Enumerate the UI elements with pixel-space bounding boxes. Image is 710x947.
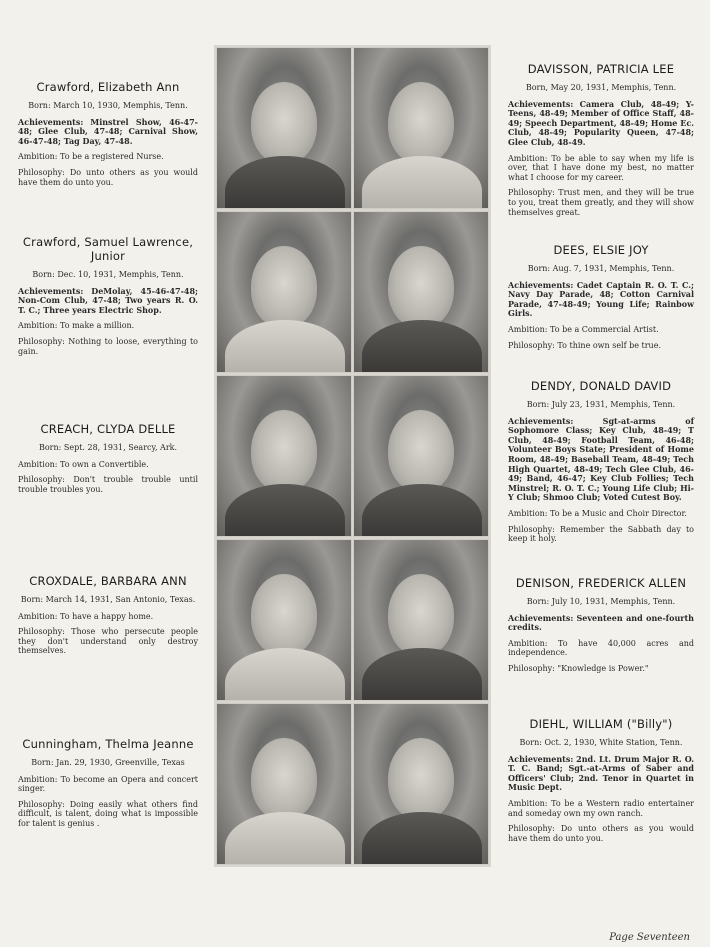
achievements-label: Achievements: [508,415,574,426]
student-philosophy: Philosophy: Those who persecute people they don't understand only destroy themselves. [18,627,198,656]
student-philosophy: Philosophy: Remember the Sabbath day to keep it holy. [508,524,694,544]
student-name: CREACH, CLYDA DELLE [40,422,176,436]
portrait-diehl-william [353,703,489,865]
student-entry [508,62,694,223]
achievements-text: Camera Club, 48-49; Y-Teens, 48-49; Member of Office Staff, 48-49; Speech Department, 48-49; Home Ec. Club, 48-49; Popularity Queen, 47-48; Glee Club, 48-49. [508,98,694,147]
portrait-creach-clyda [216,375,352,537]
student-ambition: Ambition: To be a Music and Choir Director. [508,508,687,518]
student-philosophy: Philosophy: Do unto others as you would have them do unto you. [508,824,694,843]
student-entry [18,80,198,193]
achievements-label: Achievements: [508,753,574,764]
student-name: Crawford, Samuel Lawrence, Junior [22,235,194,263]
page-number: Page Seventeen [609,932,690,943]
student-name: Crawford, Elizabeth Ann [36,80,180,94]
student-born: Born: Aug. 7, 1931, Memphis, Tenn. [527,264,675,273]
student-name: DAVISSON, PATRICIA LEE [527,62,675,76]
student-achievements [508,755,694,793]
student-ambition: Ambition: To become an Opera and concert singer. [18,774,198,794]
student-achievements [18,118,198,147]
student-achievements [508,417,694,503]
student-entry [18,422,198,500]
achievements-label: Achievements: [508,279,574,290]
student-achievements [508,100,694,148]
achievements-label: Achievements: [18,116,84,127]
student-born: Born: March 10, 1930, Memphis, Tenn. [28,101,188,110]
student-ambition: Ambition: To have 40,000 acres and independence. [508,638,694,658]
student-entry [18,574,198,662]
achievements-label: Achievements: [18,285,84,296]
student-entry [508,379,694,550]
achievements-text: Cadet Captain R. O. T. C.; Navy Day Parade, 48; Cotton Carnival Parade, 47-48-49; Young Life; Rainbow Girls. [508,279,695,319]
student-entry [508,717,694,849]
portrait-crawford-elizabeth [216,47,352,209]
achievements-text: Seventeen and one-fourth credits. [508,612,694,633]
student-born: Born: July 10, 1931, Memphis, Tenn. [526,597,676,606]
student-philosophy: Philosophy: Doing easily what others find difficult, is talent, doing what is impossible for talent is genius . [18,799,198,828]
portrait-dendy-donald [353,375,489,537]
student-name: CROXDALE, BARBARA ANN [29,574,187,588]
student-philosophy: Philosophy: Nothing to loose, everything to gain. [18,336,198,356]
achievements-text: Sgt-at-arms of Sophomore Class; Key Club, 48-49; T Club, 48-49; Football Team, 46-48; Volunteer Boys State; President of Home Room, 48-49; Baseball Team, 48-49; Tech High Quartet, 48-49; Tech Glee Club, 46-49; Band, 46-47; Key Club Follies; Tech Minstrel; R. O. T. C.; Young Life Club; Hi-Y Club; Shmoo Club; Voted Cutest Boy. [508,415,695,503]
student-philosophy: Philosophy: Trust men, and they will be true to you, treat them greatly, and they will show themselves great. [508,188,694,217]
student-born: Born: Oct. 2, 1930, White Station, Tenn. [519,738,683,747]
student-philosophy: Philosophy: "Knowledge is Power." [508,663,649,673]
portrait-denison-frederick [353,539,489,701]
student-born: Born, May 20, 1931, Memphis, Tenn. [525,83,677,92]
student-name: Cunningham, Thelma Jeanne [22,737,194,751]
student-ambition: Ambition: To have a happy home. [18,611,154,621]
portrait-cunningham-thelma [216,703,352,865]
student-philosophy: Philosophy: To thine own self be true. [508,340,661,350]
student-ambition: Ambition: To be a Western radio entertainer and someday own my own ranch. [508,798,694,818]
student-name: DIEHL, WILLIAM ("Billy") [529,717,673,731]
portrait-grid [214,45,491,867]
portrait-crawford-samuel [216,211,352,373]
student-born: Born: March 14, 1931, San Antonio, Texas. [20,595,196,604]
student-ambition: Ambition: To own a Convertible. [18,459,149,469]
portrait-davisson-patricia [353,47,489,209]
student-born: Born: Jan. 29, 1930, Greenville, Texas [31,758,185,767]
achievements-text: 2nd. Lt. Drum Major R. O. T. C. Band; Sgt.-at-Arms of Saber and Officers' Club; 2nd. Tenor in Quartet in Music Dept. [508,753,695,793]
student-entry [508,576,694,680]
portrait-dees-elsie [353,211,489,373]
student-entry [18,235,198,362]
student-born: Born: Sept. 28, 1931, Searcy, Ark. [38,443,178,452]
student-ambition: Ambition: To be a registered Nurse. [18,152,164,162]
student-philosophy: Philosophy: Don't trouble trouble until trouble troubles you. [18,475,198,494]
student-ambition: Ambition: To be able to say when my life is over, that I have done my best, no matter what I choose for my career. [508,153,694,182]
student-name: DEES, ELSIE JOY [553,243,649,257]
student-born: Born: Dec. 10, 1931, Memphis, Tenn. [32,270,184,279]
student-achievements [508,281,694,319]
student-achievements [18,287,198,316]
student-ambition: Ambition: To be a Commercial Artist. [508,324,659,334]
student-born: Born: July 23, 1931, Memphis, Tenn. [526,400,676,409]
achievements-label: Achievements: [508,98,574,109]
achievements-label: Achievements: [508,612,574,623]
student-name: DENDY, DONALD DAVID [530,379,672,393]
student-ambition: Ambition: To make a million. [18,321,135,331]
achievements-text: DeMolay, 45-46-47-48; Non-Com Club, 47-48; Two years R. O. T. C.; Three years Electric Shop. [18,285,198,315]
student-name: DENISON, FREDERICK ALLEN [515,576,687,590]
student-achievements [508,614,694,633]
student-entry [508,243,694,356]
portrait-croxdale-barbara [216,539,352,701]
achievements-text: Minstrel Show, 46-47-48; Glee Club, 47-48; Carnival Show, 46-47-48; Tag Day, 47-48. [18,116,199,146]
student-philosophy: Philosophy: Do unto others as you would have them do unto you. [18,167,198,187]
student-entry [18,737,198,835]
